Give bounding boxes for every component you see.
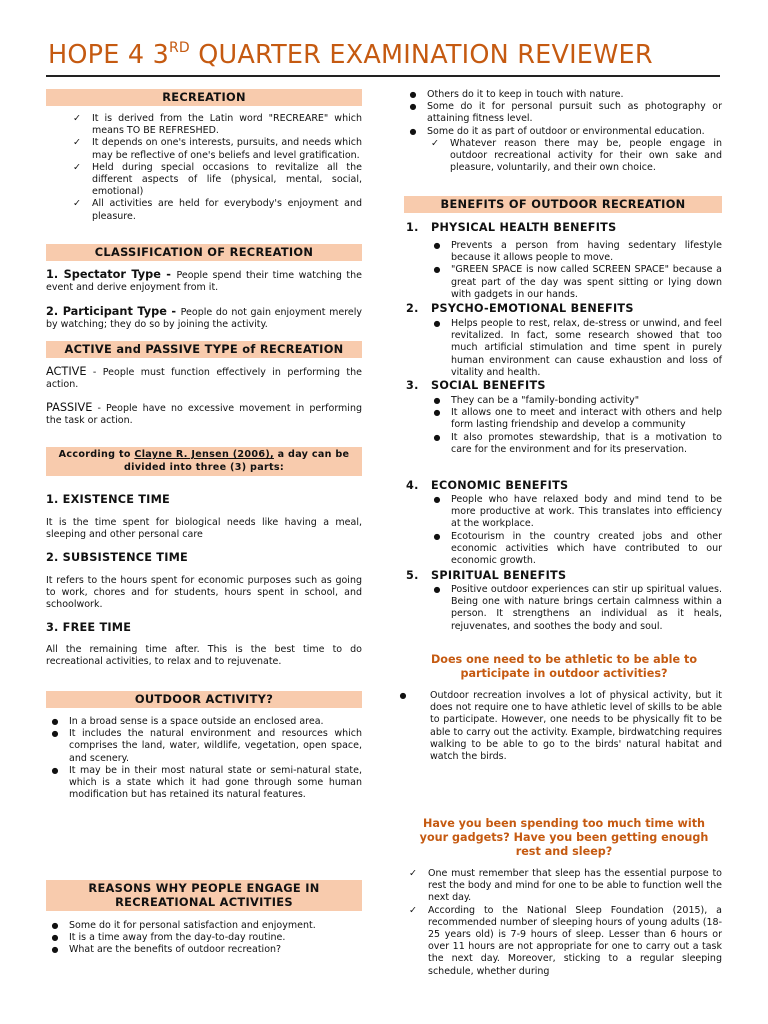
list-item: ● It allows one to meet and interact with others and help form lasting friendship and develop a community bbox=[428, 407, 722, 431]
outdoor-activity-list bbox=[46, 716, 362, 801]
active-type: ACTIVE - People must function effectively in performing the action. bbox=[46, 365, 362, 391]
economic-benefits-heading: 4. ECONOMIC BENEFITS bbox=[406, 479, 569, 492]
list-item: ● They can be a "family-bonding activity" bbox=[428, 395, 722, 407]
bullet-icon: ● bbox=[399, 691, 407, 700]
social-benefits-heading: 3. SOCIAL BENEFITS bbox=[406, 379, 546, 392]
list-item: ✓ Whatever reason there may be, people engage in outdoor recreational activity for their own sake and pleasure, voluntarily, and their own choice. bbox=[404, 138, 722, 175]
psycho-benefits-list bbox=[428, 318, 722, 379]
bullet-icon: ● bbox=[433, 319, 441, 328]
list-item: ● Positive outdoor experiences can stir up spiritual values. Being one with nature brings certain calmness within a person. It strengthens an individual as it heals, rejuvenates, and soothes the body and soul. bbox=[428, 584, 722, 633]
bullet-icon: ● bbox=[409, 90, 417, 99]
check-icon: ✓ bbox=[409, 904, 417, 916]
social-benefits-list bbox=[428, 395, 722, 456]
list-item: ✓ It is derived from the Latin word "RECREARE" which means TO BE REFRESHED. bbox=[46, 113, 362, 137]
classification-heading: CLASSIFICATION OF RECREATION bbox=[46, 244, 362, 261]
athletic-question: Does one need to be athletic to be able to participate in outdoor activities? bbox=[430, 653, 698, 680]
reasons-continued-list bbox=[404, 89, 722, 174]
economic-benefits-list bbox=[428, 494, 722, 567]
psycho-benefits-heading: 2. PSYCHO-EMOTIONAL BENEFITS bbox=[406, 302, 634, 315]
athletic-answer bbox=[394, 690, 722, 763]
list-item: ● Some do it for personal pursuit such as photography or attaining fitness level. bbox=[404, 101, 722, 125]
bullet-icon: ● bbox=[51, 717, 59, 726]
active-passive-heading: ACTIVE and PASSIVE TYPE of RECREATION bbox=[46, 341, 362, 358]
bullet-icon: ● bbox=[51, 729, 59, 739]
list-item: ✓ It depends on one's interests, pursuits, and needs which may be reflective of one's beliefs and level gratification. bbox=[46, 137, 362, 161]
title-rule bbox=[46, 75, 720, 77]
list-item: ● People who have relaxed body and mind tend to be more productive at work. This translates into efficiency at the workplace. bbox=[428, 494, 722, 531]
participant-type: 2. Participant Type - People do not gain enjoyment merely by watching; they do so by joining the activity. bbox=[46, 305, 362, 331]
physical-benefits-list bbox=[428, 240, 722, 301]
check-icon: ✓ bbox=[73, 137, 81, 149]
reasons-list bbox=[46, 920, 362, 957]
bullet-icon: ● bbox=[51, 933, 59, 943]
gadgets-question: Have you been spending too much time with your gadgets? Have you been getting enough rest and sleep? bbox=[419, 817, 709, 858]
subsistence-time-text: It refers to the hours spent for economic purposes such as going to work, chores and for students, hours spent in school, and schoolwork. bbox=[46, 575, 362, 611]
subsistence-time-heading: 2. SUBSISTENCE TIME bbox=[46, 551, 188, 564]
list-item: ● In a broad sense is a space outside an enclosed area. bbox=[46, 716, 362, 728]
bullet-icon: ● bbox=[51, 921, 59, 930]
list-item: ● Some do it as part of outdoor or environmental education. bbox=[404, 126, 722, 138]
list-item: ● What are the benefits of outdoor recreation? bbox=[46, 944, 362, 956]
passive-type: PASSIVE - People have no excessive movement in performing the task or action. bbox=[46, 401, 362, 427]
list-item: ● It may be in their most natural state or semi-natural state, which is a state which it had gone through some human modification but has retained its natural features. bbox=[46, 765, 362, 802]
bullet-icon: ● bbox=[433, 241, 441, 250]
bullet-icon: ● bbox=[409, 126, 417, 136]
page-title: HOPE 4 3RD QUARTER EXAMINATION REVIEWER bbox=[48, 40, 653, 70]
list-item: ● Others do it to keep in touch with nature. bbox=[404, 89, 722, 101]
list-item: ● Helps people to rest, relax, de-stress or unwind, and feel revitalized. In fact, some research showed that too much artificial stimulation and time spent in purely human environment can cause exhaustion and loss of vitality and health. bbox=[428, 318, 722, 379]
list-item: ● It also promotes stewardship, that is a motivation to care for the environment and for its preservation. bbox=[428, 432, 722, 456]
check-icon: ✓ bbox=[73, 198, 81, 210]
gadgets-list bbox=[404, 868, 722, 978]
bullet-icon: ● bbox=[433, 432, 441, 442]
recreation-heading: RECREATION bbox=[46, 89, 362, 106]
free-time-text: All the remaining time after. This is the best time to do recreational activities, to relax and to rejuvenate. bbox=[46, 644, 362, 668]
benefits-heading: BENEFITS OF OUTDOOR RECREATION bbox=[404, 196, 722, 213]
list-item: ● Ecotourism in the country created jobs and other economic activities which have contributed to our economic growth. bbox=[428, 531, 722, 568]
list-item: ● Prevents a person from having sedentary lifestyle because it allows people to move. bbox=[428, 240, 722, 264]
list-item: ● It includes the natural environment and resources which comprises the land, water, wildlife, vegetation, open space, and scenery. bbox=[46, 728, 362, 765]
list-item: ● "GREEN SPACE is now called SCREEN SPACE" because a great part of the day was spent sitting or lying down with gadgets in our hands. bbox=[428, 264, 722, 301]
free-time-heading: 3. FREE TIME bbox=[46, 621, 132, 634]
list-item: ✓ According to the National Sleep Foundation (2015), a recommended number of sleeping hours of young adults (18-25 years old) is 7-9 hours of sleep. Lesser than 6 hours or over 11 hours are not appropriate for one to carry out a task the next day. Moreover, sticking to a regular sleeping schedule, whether during bbox=[382, 905, 722, 978]
bullet-icon: ● bbox=[433, 495, 441, 504]
bullet-icon: ● bbox=[51, 765, 59, 775]
existence-time-text: It is the time spent for biological needs like having a meal, sleeping and other personal care bbox=[46, 517, 362, 541]
bullet-icon: ● bbox=[51, 945, 59, 955]
bullet-icon: ● bbox=[433, 585, 441, 594]
list-item: ✓ Held during special occasions to revitalize all the different aspects of life (physical, mental, social, emotional) bbox=[46, 162, 362, 199]
list-item: ● It is a time away from the day-to-day routine. bbox=[46, 932, 362, 944]
reasons-heading: REASONS WHY PEOPLE ENGAGE IN RECREATIONAL ACTIVITIES bbox=[46, 880, 362, 911]
spectator-type: 1. Spectator Type - People spend their time watching the event and derive enjoyment from it. bbox=[46, 268, 362, 294]
bullet-icon: ● bbox=[409, 102, 417, 112]
list-item: ● Some do it for personal satisfaction and enjoyment. bbox=[46, 920, 362, 932]
existence-time-heading: 1. EXISTENCE TIME bbox=[46, 493, 170, 506]
recreation-list bbox=[46, 113, 362, 223]
bullet-icon: ● bbox=[433, 396, 441, 405]
check-icon: ✓ bbox=[431, 137, 439, 149]
physical-benefits-heading: 1. PHYSICAL HEALTH BENEFITS bbox=[406, 221, 617, 234]
list-item: ✓ One must remember that sleep has the essential purpose to rest the body and mind for one to be able to function well the next day. bbox=[382, 868, 722, 905]
jensen-heading: According to Clayne R. Jensen (2006), a day can be divided into three (3) parts: bbox=[46, 447, 362, 476]
check-icon: ✓ bbox=[409, 868, 417, 879]
list-item: ● Outdoor recreation involves a lot of physical activity, but it does not require one to have athletic level of skills to be able to participate. However, one needs to be physically fit to be able to carry out the activity. Example, birdwatching requires walking to be able to go to the birds' natural habitat and watch the birds. bbox=[394, 690, 722, 763]
spiritual-benefits-list bbox=[428, 584, 722, 633]
check-icon: ✓ bbox=[73, 161, 81, 173]
spiritual-benefits-heading: 5. SPIRITUAL BENEFITS bbox=[406, 569, 567, 582]
bullet-icon: ● bbox=[433, 408, 441, 418]
outdoor-activity-heading: OUTDOOR ACTIVITY? bbox=[46, 691, 362, 708]
bullet-icon: ● bbox=[433, 265, 441, 275]
check-icon: ✓ bbox=[73, 113, 81, 124]
list-item: ✓ All activities are held for everybody's enjoyment and pleasure. bbox=[46, 198, 362, 222]
bullet-icon: ● bbox=[433, 531, 441, 541]
